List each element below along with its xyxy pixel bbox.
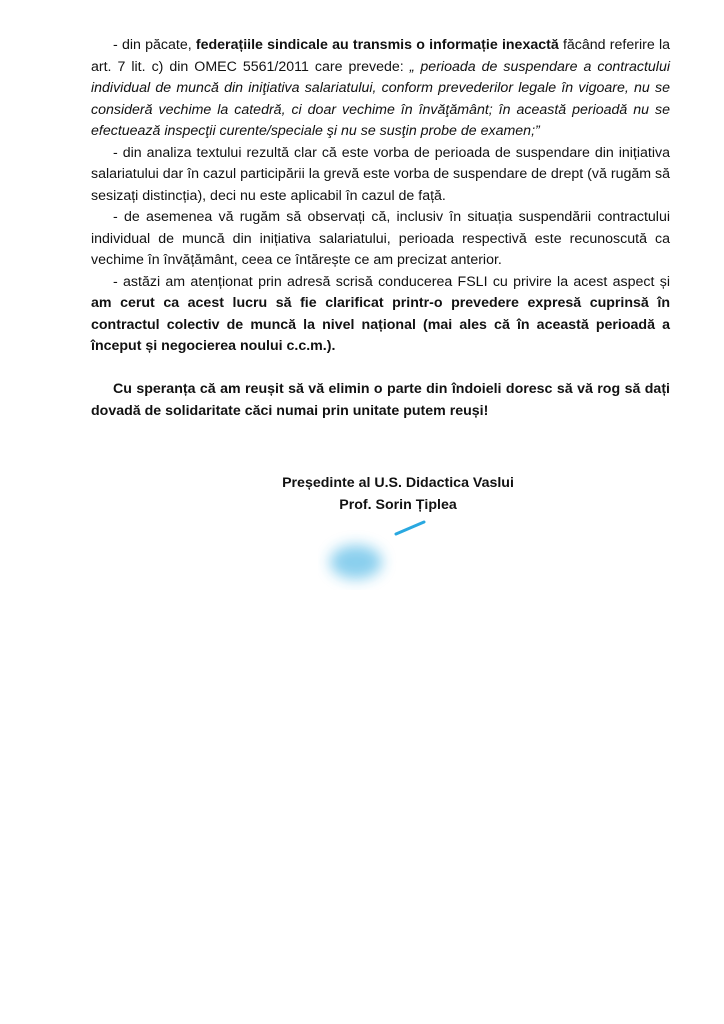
closing-statement: Cu speranța că am reușit să vă elimin o parte din îndoieli doresc să vă rog să dați dovadă de solidaritate căci numai prin unitate putem reuși! — [91, 381, 670, 419]
signature-block — [0, 473, 724, 516]
paragraph-de-asemenea — [91, 207, 670, 272]
signature-title: Președinte al U.S. Didactica Vaslui — [282, 475, 514, 491]
text-run: - astăzi am atenționat prin adresă scrisă conducerea FSLI cu privire la acest aspect și — [113, 273, 670, 290]
paragraph-astazi — [91, 272, 670, 358]
handwritten-signature-mark — [318, 520, 428, 590]
text-run-bold: federațiile sindicale au transmis o informație inexactă — [195, 37, 559, 53]
signature-name: Prof. Sorin Țiplea — [339, 496, 457, 513]
text-run: făcând referire la art. 7 lit. c) din OMEC 5561/2011 care prevede: — [91, 37, 670, 75]
text-run: - de asemenea vă rugăm să observați că, inclusiv în situația suspendării contractului individual de muncă din inițiativa salariatului, perioada respectivă este recunoscută ca vechime în învățământ, ceea ce întărește ce am precizat anterior. — [91, 209, 670, 268]
text-run: - din analiza textului rezultă clar că este vorba de perioada de suspendare din inițiativa salariatului dar în cazul participării la grevă este vorba de suspendare de drept (vă rugăm să sesizați distincția), deci nu este aplicabil în cazul de față. — [91, 144, 670, 204]
document-body — [91, 35, 670, 422]
text-run: - din păcate, — [113, 37, 196, 53]
paragraph-analiza-textului — [91, 143, 670, 208]
text-run-bold: am cerut ca acest lucru să fie clarificat printr-o prevedere expresă cuprinsă în contractul colectiv de muncă la nivel național (mai ales că în această perioadă a început și negocierea noului c.c.m.). — [91, 295, 670, 354]
paragraph-spacer — [91, 358, 670, 380]
paragraph-informatie-inexacta — [91, 35, 670, 143]
text-run-quote: „ perioada de suspendare a contractului individual de muncă din iniţiativa salariatului, conform prevederilor legale în vigoare, nu se consideră vechime la catedră, ci doar vechime în învăţământ; în această perioadă nu se efectuează inspecţii curente/speciale şi nu se susţin probe de examen;” — [91, 58, 670, 139]
